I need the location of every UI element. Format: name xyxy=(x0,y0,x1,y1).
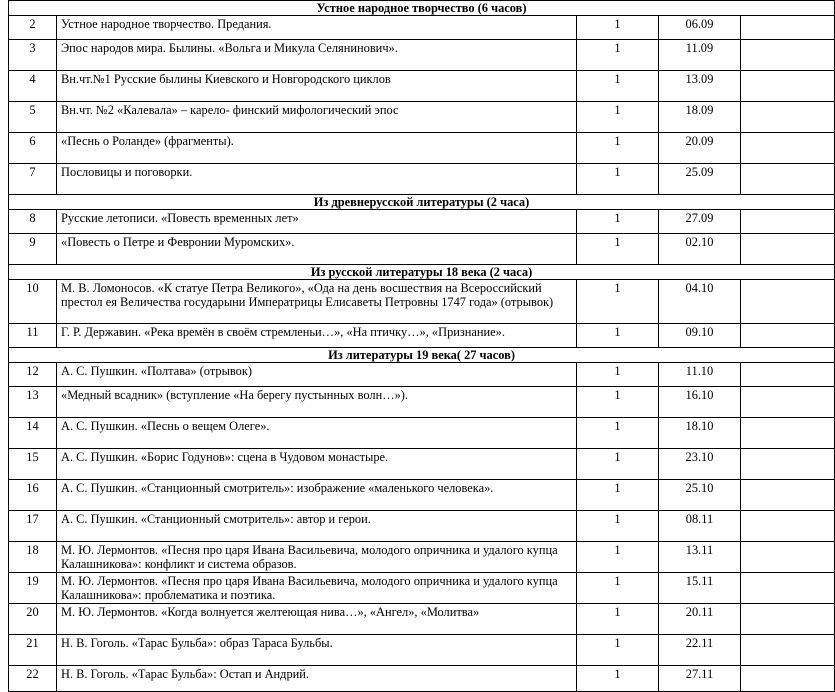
lesson-number: 13 xyxy=(9,387,57,418)
lesson-hours: 1 xyxy=(577,164,659,195)
empty-cell xyxy=(741,363,835,387)
lesson-date: 13.11 xyxy=(659,542,741,573)
table-row xyxy=(9,71,835,102)
lesson-topic: А. С. Пушкин. «Борис Годунов»: сцена в Чудовом монастыре. xyxy=(57,449,577,480)
table-row xyxy=(9,573,835,604)
lesson-date: 11.10 xyxy=(659,363,741,387)
lesson-topic: А. С. Пушкин. «Полтава» (отрывок) xyxy=(57,363,577,387)
table-row xyxy=(9,16,835,40)
lesson-topic: Русские летописи. «Повесть временных лет» xyxy=(57,210,577,234)
lesson-date: 15.11 xyxy=(659,573,741,604)
lesson-hours: 1 xyxy=(577,480,659,511)
lesson-topic: Вн.чт. №2 «Калевала» – карело- финский мифологический эпос xyxy=(57,102,577,133)
lesson-topic: «Медный всадник» (вступление «На берегу пустынных волн…»). xyxy=(57,387,577,418)
lesson-number: 17 xyxy=(9,511,57,542)
lesson-topic: Г. Р. Державин. «Река времён в своём стремленьи…», «На птичку…», «Признание». xyxy=(57,324,577,348)
lesson-number: 4 xyxy=(9,71,57,102)
lesson-date: 20.09 xyxy=(659,133,741,164)
lesson-number: 8 xyxy=(9,210,57,234)
lesson-date: 09.10 xyxy=(659,324,741,348)
lesson-topic: «Песнь о Роланде» (фрагменты). xyxy=(57,133,577,164)
lesson-hours: 1 xyxy=(577,604,659,635)
lesson-topic: Н. В. Гоголь. «Тарас Бульба»: образ Тараса Бульбы. xyxy=(57,635,577,666)
lesson-date: 20.11 xyxy=(659,604,741,635)
table-row xyxy=(9,133,835,164)
section-header-row xyxy=(9,195,835,210)
lesson-number: 11 xyxy=(9,324,57,348)
table-row xyxy=(9,210,835,234)
empty-cell xyxy=(741,542,835,573)
section-title: Из древнерусской литературы (2 часа) xyxy=(9,195,835,210)
empty-cell xyxy=(741,280,835,324)
table-row xyxy=(9,363,835,387)
lesson-number: 20 xyxy=(9,604,57,635)
empty-cell xyxy=(741,133,835,164)
lesson-topic: Пословицы и поговорки. xyxy=(57,164,577,195)
lesson-number: 5 xyxy=(9,102,57,133)
lesson-topic: М. Ю. Лермонтов. «Песня про царя Ивана Васильевича, молодого опричника и удалого купца Калашникова»: конфликт и система образов. xyxy=(57,542,577,573)
lesson-hours: 1 xyxy=(577,234,659,265)
lesson-number: 18 xyxy=(9,542,57,573)
empty-cell xyxy=(741,16,835,40)
lesson-topic: Н. В. Гоголь. «Тарас Бульба»: Остап и Андрий. xyxy=(57,666,577,692)
table-row xyxy=(9,542,835,573)
lesson-number: 12 xyxy=(9,363,57,387)
empty-cell xyxy=(741,164,835,195)
lesson-number: 9 xyxy=(9,234,57,265)
lesson-number: 21 xyxy=(9,635,57,666)
lesson-number: 10 xyxy=(9,280,57,324)
lesson-number: 6 xyxy=(9,133,57,164)
lesson-hours: 1 xyxy=(577,511,659,542)
lesson-date: 08.11 xyxy=(659,511,741,542)
table-row xyxy=(9,666,835,692)
empty-cell xyxy=(741,40,835,71)
lesson-hours: 1 xyxy=(577,666,659,692)
lesson-number: 19 xyxy=(9,573,57,604)
lesson-date: 11.09 xyxy=(659,40,741,71)
lesson-date: 18.09 xyxy=(659,102,741,133)
table-row xyxy=(9,511,835,542)
table-row xyxy=(9,635,835,666)
lesson-number: 15 xyxy=(9,449,57,480)
lesson-topic: Устное народное творчество. Предания. xyxy=(57,16,577,40)
lesson-topic: М. В. Ломоносов. «К статуе Петра Великого», «Ода на день восшествия на Всероссийский престол ея Величества государыни Императрицы Елисаветы Петровны 1747 года» (отрывок) xyxy=(57,280,577,324)
table-row xyxy=(9,480,835,511)
document-page xyxy=(8,0,816,681)
section-header-row xyxy=(9,348,835,363)
lesson-topic: «Повесть о Петре и Февронии Муромских». xyxy=(57,234,577,265)
empty-cell xyxy=(741,449,835,480)
lesson-hours: 1 xyxy=(577,324,659,348)
section-title: Устное народное творчество (6 часов) xyxy=(9,1,835,16)
lesson-hours: 1 xyxy=(577,210,659,234)
lesson-date: 06.09 xyxy=(659,16,741,40)
lesson-hours: 1 xyxy=(577,280,659,324)
lesson-topic: Вн.чт.№1 Русские былины Киевского и Новгородского циклов xyxy=(57,71,577,102)
lesson-date: 27.11 xyxy=(659,666,741,692)
lesson-hours: 1 xyxy=(577,71,659,102)
lesson-topic: М. Ю. Лермонтов. «Когда волнуется желтеющая нива…», «Ангел», «Молитва» xyxy=(57,604,577,635)
lesson-hours: 1 xyxy=(577,133,659,164)
lesson-date: 25.09 xyxy=(659,164,741,195)
lesson-number: 14 xyxy=(9,418,57,449)
empty-cell xyxy=(741,511,835,542)
section-header-row xyxy=(9,1,835,16)
lesson-topic: А. С. Пушкин. «Станционный смотритель»: изображение «маленького человека». xyxy=(57,480,577,511)
empty-cell xyxy=(741,102,835,133)
section-title: Из литературы 19 века( 27 часов) xyxy=(9,348,835,363)
lesson-hours: 1 xyxy=(577,449,659,480)
empty-cell xyxy=(741,71,835,102)
lesson-date: 23.10 xyxy=(659,449,741,480)
empty-cell xyxy=(741,573,835,604)
table-row xyxy=(9,324,835,348)
empty-cell xyxy=(741,480,835,511)
lesson-topic: А. С. Пушкин. «Станционный смотритель»: автор и герои. xyxy=(57,511,577,542)
table-row xyxy=(9,40,835,71)
table-row xyxy=(9,418,835,449)
lesson-hours: 1 xyxy=(577,573,659,604)
lesson-number: 3 xyxy=(9,40,57,71)
table-row xyxy=(9,280,835,324)
lesson-number: 7 xyxy=(9,164,57,195)
table-row xyxy=(9,604,835,635)
lesson-hours: 1 xyxy=(577,387,659,418)
lesson-hours: 1 xyxy=(577,16,659,40)
lesson-date: 25.10 xyxy=(659,480,741,511)
lesson-date: 13.09 xyxy=(659,71,741,102)
lesson-date: 22.11 xyxy=(659,635,741,666)
lesson-number: 2 xyxy=(9,16,57,40)
lesson-number: 22 xyxy=(9,666,57,692)
table-row xyxy=(9,234,835,265)
lesson-number: 16 xyxy=(9,480,57,511)
empty-cell xyxy=(741,210,835,234)
lesson-hours: 1 xyxy=(577,542,659,573)
section-title: Из русской литературы 18 века (2 часа) xyxy=(9,265,835,280)
lesson-date: 18.10 xyxy=(659,418,741,449)
empty-cell xyxy=(741,234,835,265)
table-row xyxy=(9,102,835,133)
lesson-topic: А. С. Пушкин. «Песнь о вещем Олеге». xyxy=(57,418,577,449)
lesson-hours: 1 xyxy=(577,102,659,133)
table-row xyxy=(9,387,835,418)
empty-cell xyxy=(741,635,835,666)
empty-cell xyxy=(741,666,835,692)
lesson-plan-table xyxy=(8,0,835,692)
empty-cell xyxy=(741,604,835,635)
lesson-hours: 1 xyxy=(577,635,659,666)
section-header-row xyxy=(9,265,835,280)
table-row xyxy=(9,449,835,480)
lesson-hours: 1 xyxy=(577,363,659,387)
lesson-topic: М. Ю. Лермонтов. «Песня про царя Ивана Васильевича, молодого опричника и удалого купца Калашникова»: проблематика и поэтика. xyxy=(57,573,577,604)
lesson-date: 16.10 xyxy=(659,387,741,418)
lesson-hours: 1 xyxy=(577,418,659,449)
lesson-hours: 1 xyxy=(577,40,659,71)
empty-cell xyxy=(741,324,835,348)
lesson-date: 04.10 xyxy=(659,280,741,324)
empty-cell xyxy=(741,418,835,449)
table-row xyxy=(9,164,835,195)
lesson-date: 02.10 xyxy=(659,234,741,265)
empty-cell xyxy=(741,387,835,418)
lesson-topic: Эпос народов мира. Былины. «Вольга и Микула Селянинович». xyxy=(57,40,577,71)
lesson-date: 27.09 xyxy=(659,210,741,234)
